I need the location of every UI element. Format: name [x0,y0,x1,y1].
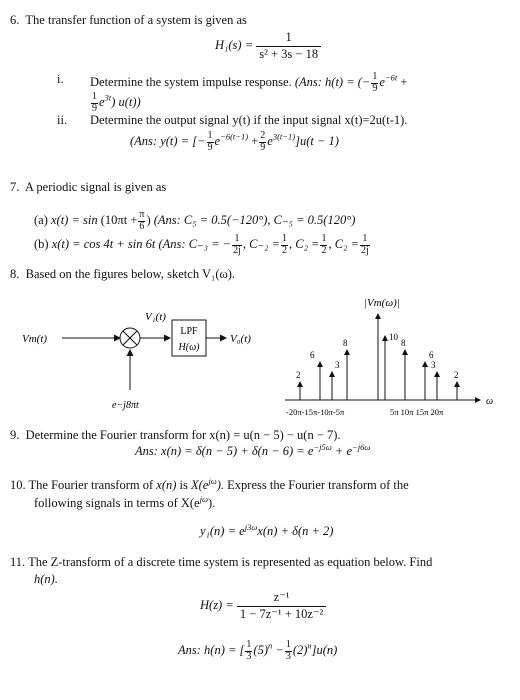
spectrum-plot [280,292,505,427]
question-number: 7. [10,180,20,194]
fraction-denominator: 2j [360,244,369,256]
transfer-function-equation [215,30,321,62]
question-text: The transfer function of a system is given as [25,13,247,27]
expression: x(t) = cos 4t + sin 6t [51,236,156,251]
exp-base: e [267,133,273,148]
fraction-numerator: 1 [321,233,327,244]
answer-part: , C₂ = [288,236,320,251]
fraction-numerator: 1 [207,130,213,141]
exponent: −j6ω [352,441,371,452]
fraction-numerator: 1 [360,234,370,246]
answer-prefix: (Ans: y(t) = [− [130,133,206,148]
question-text: Based on the figures below, sketch V₁(ω). [25,267,236,281]
math-term: x(n) + δ(n + 2) [257,524,334,538]
impulse-label: 8 [401,338,406,348]
question-8-header [10,267,235,281]
question-text: is [179,478,188,492]
fraction-denominator: 6 [139,220,145,232]
modulator-block-diagram [20,298,260,418]
math-term: h(n). [34,572,58,586]
math-term: x(n) [156,478,177,492]
impulse-label: 3 [431,360,436,370]
fraction-denominator: 3 [285,650,291,662]
impulse-label: 8 [343,338,348,348]
carrier-label: e−j8πt [112,400,139,411]
answer-fraction [259,131,266,153]
question-9-answer [135,441,371,458]
question-number: 8. [10,267,20,281]
answer-fraction [360,234,370,256]
answer-prefix: (Ans: C₋₃ = − [158,236,232,251]
question-text: Determine the Fourier transform for x(n) = u(n − 5) − u(n − 7). [25,428,341,442]
exponent: 3(t−1) [272,131,296,142]
fraction-denominator: 2 [281,244,287,256]
exponent: −6t [384,72,398,83]
spectrum-axis-label: ω [486,396,494,407]
impulse-label: 10 [389,332,398,342]
math-term: (2) [292,642,308,657]
question-text: following signals in terms of X(e [34,496,200,510]
fraction-denominator: 9 [207,141,213,153]
x-tick-labels-right: 5π 10π 15π 20π [390,407,444,417]
question-number: 10. [10,478,26,492]
question-number: 9. [10,428,20,442]
answer-prefix: Ans: h(n) = [ [178,642,245,657]
exponent: j3ω [244,521,258,532]
answer-fraction [371,72,378,94]
subpart-i-question: Determine the system impulse response. [90,74,292,89]
expression: (10πt + [100,212,138,227]
subpart-i-answer-line2 [90,92,141,114]
subpart-ii-answer [130,131,339,153]
equation-fraction [237,590,326,622]
fraction-numerator: 2 [260,130,266,141]
expression-fraction [138,210,145,232]
question-number: 11. [10,555,26,569]
exponent: jω [199,493,208,504]
exponent: n [307,640,312,651]
question-text: ). [207,496,216,510]
fraction-numerator: 1 [256,30,321,47]
fraction-denominator: 2 [321,244,327,256]
exponent: −j5ω [313,441,332,452]
fraction-numerator: 1 [232,234,242,246]
plus-sign: + [397,74,408,89]
impulse-label: 2 [296,370,301,380]
equation-fraction [256,30,321,62]
expression: ) [146,212,151,227]
question-11-line2 [34,572,58,586]
part-label: (a) [34,212,48,227]
exponent: jω [208,475,217,486]
spectrum-title: |Vm(ω)| [364,297,400,309]
question-10-expression [200,521,334,538]
output-signal-label: V₀(t) [230,333,251,345]
part-a-answer: (Ans: C₅ = 0.5(−120°), C₋₅ = 0.5(120°) [153,212,356,227]
question-10-line1 [10,475,409,492]
question-text: The Z-transform of a discrete time system is represented as equation below. Find [28,555,433,569]
impulse-label: 2 [454,370,459,380]
fraction-numerator: 1 [246,639,252,650]
fraction-denominator: s² + 3s − 18 [259,46,319,61]
question-text: Express the Fourier transform of the [224,478,409,492]
exponent: 3t [104,92,112,103]
fraction-denominator: 2j [233,244,241,256]
expression: x(t) = sin [51,212,98,227]
answer-tail: ) u(t)) [111,94,141,109]
answer-fraction [320,234,327,256]
subpart-i-text [90,72,407,94]
z-transform-equation [200,590,326,622]
exponent: −6(t−1) [220,131,249,142]
answer-fraction [91,92,98,114]
equation-lhs: H(z) = [200,598,234,612]
question-number: 6. [10,13,20,27]
subpart-ii-text: Determine the output signal y(t) if the input signal x(t)=2u(t-1). [90,113,408,127]
answer-fraction [285,640,292,662]
subpart-ii-label: ii. [57,113,68,127]
equation-lhs: H₁(s) = [215,38,254,52]
answer-text: Ans: x(n) = δ(n − 5) + δ(n − 6) = e [135,444,314,458]
answer-fraction [281,234,288,256]
math-term: ). [216,478,225,492]
answer-fraction [232,234,242,256]
fraction-denominator: 9 [372,82,378,94]
answer-part: , C₂ = [328,236,359,251]
exp-base: e [214,133,221,148]
answer-fraction [245,640,252,662]
part-a-line [34,210,355,232]
subpart-i-label: i. [57,72,64,86]
math-term: y₁(n) = e [200,524,245,538]
x-tick-labels-left: -20π-15π-10π-5π [286,407,345,417]
answer-tail: ]u(t − 1) [295,133,339,148]
question-6-header [10,13,247,27]
fraction-numerator: 1 [372,71,378,82]
fraction-numerator: 1 [281,233,287,244]
math-term: X(e [191,478,209,492]
fraction-denominator: 3 [246,650,252,662]
impulse-label: 6 [429,350,434,360]
answer-part: , C₋₂ = [242,236,280,251]
lpf-label: LPF [180,326,198,337]
question-text: A periodic signal is given as [24,180,167,194]
lpf-transfer-label: H(ω) [178,342,200,353]
mixer-output-label: V₁(t) [145,311,166,323]
fraction-numerator: z⁻¹ [237,590,326,607]
part-label: (b) [34,236,49,251]
question-11-answer [178,640,337,662]
fraction-numerator: 1 [285,639,291,650]
plus-sign: + [248,133,259,148]
input-signal-label: Vm(t) [22,333,48,345]
exp-base: e [99,94,105,109]
exponent: n [268,640,273,651]
fraction-denominator: 9 [260,141,266,153]
part-b-line [34,234,371,256]
math-term: ]u(n) [311,642,338,657]
math-term: (5) [253,642,268,657]
question-7-header [10,180,166,194]
question-text: The Fourier transform of [28,478,154,492]
question-9-header [10,428,341,442]
answer-text: + e [331,444,352,458]
question-11-line1 [10,555,432,569]
fraction-denominator: 1 − 7z⁻¹ + 10z⁻² [239,606,324,621]
fraction-numerator: π [139,209,145,220]
subpart-i-answer: (Ans: h(t) = (− [294,74,371,89]
impulse-label: 3 [335,360,340,370]
question-10-line2 [34,493,216,510]
fraction-numerator: 1 [92,91,97,102]
exp-base: e [379,74,385,89]
impulse-label: 6 [310,350,315,360]
math-term: − [272,642,284,657]
answer-fraction [207,131,214,153]
fraction-denominator: 9 [92,102,97,114]
